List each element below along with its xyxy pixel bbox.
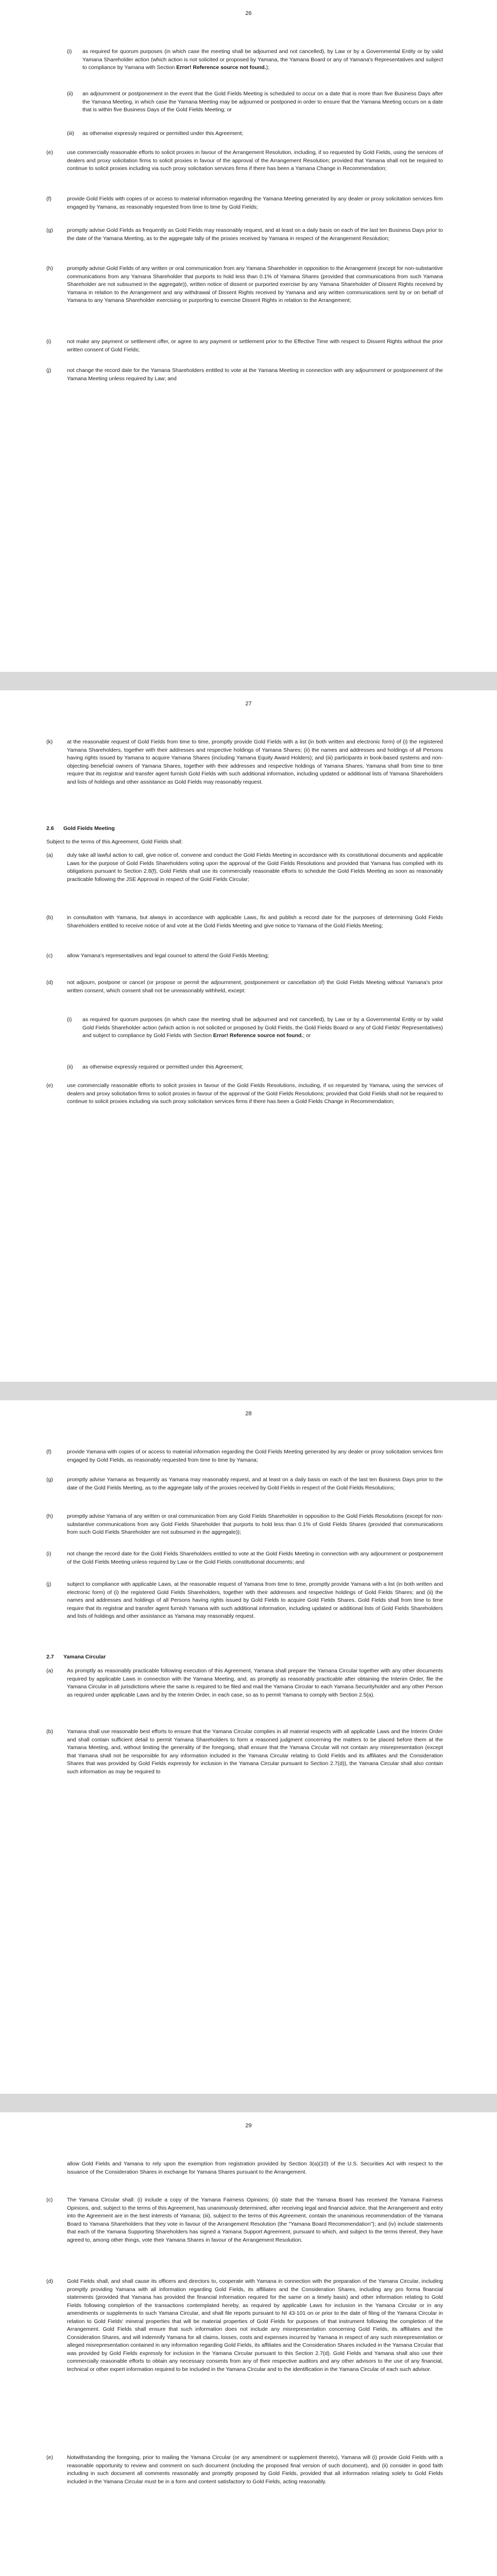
item-text: The Yamana Circular shall: (i) include a copy of the Yamana Fairness Opinions; (ii) state that the Yamana Board has received the Yamana Fairness Opinions, and, subject to the terms of this Agreement, has unanimously determined, after receiving legal and financial advice, that the Arrangement and entry into the Agreement are in the best interests of Yamana; (iii), subject to the terms of this Agreement, contain the unanimous recommendation of the Yamana Board to Yamana Shareholders that they vote in favour of the Arrangement Resolution (the "Yamana Board Recommendation"); and (iv) include statements that each of the Yamana Supporting Shareholders has signed a Yamana Support Agreement, pursuant to which, and subject to the terms thereof, they have agreed to, among other things, vote their Yamana Shares in favour of the Arrangement Resolution. <box>67 2197 443 2243</box>
item-text: duly take all lawful action to call, give notice of, convene and conduct the Gold Fields Meeting in accordance with its constitutional documents and applicable Laws for the purpose of Gold Fields Shareholders voting upon the approval of the Gold Fields Resolutions and provided that Yamana has complied with its obligations pursuant to Section 2.8(f), Gold Fields shall use its commercially reasonable efforts to schedule the Gold Fields Meeting as soon as reasonably practicable following the JSE Approval in respect of the Gold Fields Circular; <box>67 852 443 883</box>
item-text: provide Yamana with copies of or access to material information regarding the Gold Fields Meeting generated by any dealer or proxy solicitation services firm engaged by Gold Fields, as reasonably requested from time to time by Yamana; <box>67 1449 443 1463</box>
reference-error: Error! Reference source not found. <box>213 1032 303 1039</box>
page-number: 28 <box>245 1411 252 1417</box>
item-text: in consultation with Yamana, but always in accordance with applicable Laws, fix and publish a record date for the purposes of determining Gold Fields Shareholders entitled to receive notice of and vote at the Gold Fields Meeting and give notice to Yamana of the Gold Fields Meeting; <box>67 914 443 929</box>
item-text: use commercially reasonable efforts to solicit proxies in favour of the Arrangement Resolution, including, if so requested by Gold Fields, using the services of dealers and proxy solicitation firms to solicit proxies in favour of the approval of the Arrangement Resolution; provided that Yamana shall not be required to continue to solicit proxies including via such proxy solicitation services firms if there has been a Yamana Change in Recommendation; <box>67 149 443 172</box>
item-label: (c) <box>46 2197 53 2203</box>
sub-item-text: as otherwise expressly required or permitted under this Agreement; <box>82 130 244 137</box>
section-number: 2.7 <box>46 1654 54 1660</box>
page-number: 29 <box>245 2123 252 2129</box>
item-text: not change the record date for the Yamana Shareholders entitled to vote at the Yamana Meeting in connection with any adjournment or postponement of the Yamana Meeting unless required by Law; and <box>67 367 443 382</box>
item-label: (i) <box>46 338 52 345</box>
item-label: (a) <box>46 1668 53 1674</box>
item-label: (h) <box>46 1513 53 1519</box>
item-text: allow Gold Fields and Yamana to rely upon the exemption from registration provided by Section 3(a)(10) of the U.S. Securities Act with respect to the issuance of the Consideration Shares in exchange for Yamana Shares pursuant to the Arrangement. <box>67 2161 443 2175</box>
item-label: (f) <box>46 1449 52 1455</box>
item-label: (k) <box>46 739 53 745</box>
section-title: Gold Fields Meeting <box>63 825 115 832</box>
sub-item-text: as required for quorum purposes (in which case the meeting shall be adjourned and not cancelled), by Law or by a Governmental Entity or by valid Yamana Shareholder action (which action is not solicited or proposed by Yamana, the Yamana Board or any of Yamana's Representatives and subject to compliance by Yamana with Section Error! Reference source not found.); <box>82 48 443 71</box>
item-text: promptly advise Yamana as frequently as Yamana may reasonably request, and at least on a daily basis on each of the last ten Business Days prior to the date of the Gold Fields Meeting, as to the aggregate tally of the proxies received by Gold Fields in respect of the Gold Fields Resolutions; <box>67 1477 443 1491</box>
item-text: at the reasonable request of Gold Fields from time to time, promptly provide Gold Fields with a list (in both written and electronic form) of (i) the registered Yamana Shareholders, together with their addresses and respective holdings of Yamana Shares; (ii) the names and addresses and holdings of all Persons having rights issued by Yamana to acquire Yamana Shares (including Yamana Equity Award Holders); and (iii) participants in book-based systems and non-objecting beneficial owners of Yamana Shares, together with their addresses and respective holdings of Yamana Shares. Yamana shall from time to time require that its registrar and transfer agent furnish Gold Fields with such additional information, including updated or additional lists of Yamana Shareholders and lists of holdings and other assistance as Gold Fields may reasonably request. <box>67 739 443 785</box>
item-label: (i) <box>46 1551 52 1557</box>
section-intro: Subject to the terms of this Agreement, Gold Fields shall: <box>46 839 183 845</box>
item-label: (ii) <box>67 1064 73 1070</box>
item-label: (j) <box>46 367 52 374</box>
reference-error: Error! Reference source not found. <box>176 64 266 71</box>
item-label: (h) <box>46 265 53 272</box>
item-text: subject to compliance with applicable Laws, at the reasonable request of Yamana from time to time, promptly provide Yamana with a list (in both written and electronic form) of (i) the registered Gold Fields Shareholders, together with their addresses and respective holdings of Gold Fields Shares; and (ii) the names and addresses and holdings of all Persons having rights issued by Gold Fields to acquire Gold Fields Shares. Gold Fields shall from time to time require that its registrar and transfer agent furnish Yamana with such additional information, including updated or additional lists of Gold Fields Shareholders and lists of holdings and other assistance as Yamana may reasonably request. <box>67 1581 443 1619</box>
sub-item-text: as otherwise expressly required or permitted under this Agreement; <box>82 1064 244 1070</box>
page-26 <box>0 0 497 672</box>
item-text: promptly advise Gold Fields as frequently as Gold Fields may reasonably request, and at least on a daily basis on each of the last ten Business Days prior to the date of the Yamana Meeting, as to the aggregate tally of the proxies received by Yamana in respect of the Arrangement Resolution; <box>67 227 443 242</box>
section-heading <box>46 1654 106 1660</box>
page-separator <box>0 2094 497 2112</box>
item-text: use commercially reasonable efforts to solicit proxies in favour of the Gold Fields Resolutions, including, if so requested by Yamana, using the services of dealers and proxy solicitation firms to solicit proxies in favour of the approval of the Gold Fields Resolutions; provided that Gold Fields shall not be required to continue to solicit proxies including via such proxy solicitation services firms if there has been a Gold Fields Change in Recommendation; <box>67 1082 443 1105</box>
section-heading <box>46 825 115 832</box>
item-label: (g) <box>46 227 53 233</box>
item-text: promptly advise Yamana of any written or oral communication from any Gold Fields Shareholder in opposition to the Gold Fields Resolutions (except for non-substantive communications from any Gold Fields Shareholder that purports to hold less than 0.1% of Gold Fields Shares (provided that communications from such Gold Fields Shareholder are not subsumed in the aggregate)); <box>67 1513 443 1535</box>
item-text: not adjourn, postpone or cancel (or propose or permit the adjournment, postponement or cancellation of) the Gold Fields Meeting without Yamana's prior written consent, which consent shall not be unreasonably withheld, except: <box>67 979 443 994</box>
section-number: 2.6 <box>46 825 54 832</box>
item-label: (i) <box>67 48 72 55</box>
item-label: (iii) <box>67 130 74 137</box>
item-label: (ii) <box>67 91 73 97</box>
item-label: (d) <box>46 2278 53 2284</box>
item-label: (a) <box>46 852 53 858</box>
item-text: Yamana shall use reasonable best efforts to ensure that the Yamana Circular complies in all material respects with all applicable Laws and the Interim Order and shall contain sufficient detail to permit Yamana Shareholders to form a reasoned judgment concerning the matters to be placed before them at the Yamana Meeting, and, without limiting the generality of the foregoing, shall ensure that the Yamana Circular will not contain any misrepresentation (except that Yamana shall not be responsible for any information included in the Yamana Circular relating to Gold Fields and its affiliates and the Consideration Shares that was provided by Gold Fields expressly for inclusion in the Yamana Circular pursuant to Section 2.7(d)), the Yamana Circular shall also contain such information as may be required to <box>67 1728 443 1775</box>
item-label: (g) <box>46 1477 53 1483</box>
item-label: (e) <box>46 1082 53 1089</box>
item-text: promptly advise Gold Fields of any written or oral communication from any Yamana Shareholder in opposition to the Arrangement (except for non-substantive communications from any Yamana Shareholder that purports to hold less than 0.1% of Yamana Shares (provided that communications from such Yamana Shareholder are not subsumed in the aggregate)), written notice of dissent or purported exercise by any Yamana Shareholder of Dissent Rights received by Yamana in relation to the Arrangement and any withdrawal of Dissent Rights received by Yamana and any written communications sent by or on behalf of Yamana to any Yamana Shareholder exercising or purporting to exercise Dissent Rights in relation to the Arrangement; <box>67 265 443 303</box>
sub-item-text: an adjournment or postponement in the event that the Gold Fields Meeting is scheduled to occur on a date that is more than five Business Days after the Yamana Meeting, in which case the Yamana Meeting may be adjourned or postponed in order to ensure that the Yamana Meeting occurs on a date that is within five Business Days of the Gold Fields Meeting; or <box>82 91 443 113</box>
page-number: 26 <box>245 10 252 16</box>
item-label: (f) <box>46 196 52 202</box>
sub-item-text: as required for quorum purposes (in which case the meeting shall be adjourned and not cancelled), by Law or by a Governmental Entity or by valid Gold Fields Shareholder action (which action is not solicited or proposed by Gold Fields, the Gold Fields Board or any of Gold Fields' Representatives) and subject to compliance by Gold Fields with Section Error! Reference source not found.; or <box>82 1016 443 1039</box>
item-text: not make any payment or settlement offer, or agree to any payment or settlement prior to the Effective Time with respect to Dissent Rights without the prior written consent of Gold Fields; <box>67 338 443 353</box>
item-text: Gold Fields shall, and shall cause its officers and directors to, cooperate with Yamana in connection with the preparation of the Yamana Circular, including promptly providing Yamana with all information regarding Gold Fields, its affiliates and the Consideration Shares, including any pro forma financial statements (provided that Yamana has provided the financial information required for the same on a timely basis) and other information relating to Gold Fields following completion of the transactions contemplated hereby, as required by applicable Laws for inclusion in the Yamana Circular or in any amendments or supplements to such Yamana Circular, and shall file reports pursuant to NI 43-101 on or prior to the date of filing of the Yamana Circular in relation to Gold Fields' mineral properties that will be material properties of Gold Fields for purposes of that instrument following the completion of the Arrangement. Gold Fields shall ensure that such information does not include any misrepresentation concerning Gold Fields, its affiliates and the Consideration Shares, and will indemnify Yamana for all claims, losses, costs and expenses incurred by Yamana in respect of any such misrepresentation or alleged misrepresentation contained in any information regarding Gold Fields, its affiliates and the Consideration Shares included in the Yamana Circular that was provided by Gold Fields expressly for inclusion in the Yamana Circular pursuant to this Section 2.7(d). Gold Fields and Yamana shall also use their commercially reasonable efforts to obtain any necessary consents from any of their respective auditors and any other advisors to the use of any financial, technical or other expert information required to be included in the Yamana Circular and to the identification in the Yamana Circular of each such advisor. <box>67 2278 443 2372</box>
item-label: (b) <box>46 914 53 921</box>
page-29 <box>0 2112 497 2576</box>
section-title: Yamana Circular <box>63 1654 106 1660</box>
item-label: (j) <box>46 1581 52 1587</box>
item-text: As promptly as reasonably practicable following execution of this Agreement, Yamana shall prepare the Yamana Circular together with any other documents required by applicable Laws in connection with the Yamana Meeting, and, as promptly as reasonably practicable after obtaining the Interim Order, file the Yamana Circular in all jurisdictions where the same is required to be filed and mail the Yamana Circular to each Yamana Securityholder and any other Person as required under applicable Laws and by the Interim Order, in each case, so as to permit Yamana to comply with Section 2.5(a). <box>67 1668 443 1698</box>
item-text: provide Gold Fields with copies of or access to material information regarding the Yamana Meeting generated by any dealer or proxy solicitation services firm engaged by Yamana, as reasonably requested from time to time by Gold Fields; <box>67 196 443 210</box>
page-28 <box>0 1400 497 2094</box>
item-text: allow Yamana's representatives and legal counsel to attend the Gold Fields Meeting; <box>67 953 269 959</box>
page-number: 27 <box>245 701 252 707</box>
item-label: (e) <box>46 2454 53 2461</box>
item-label: (b) <box>46 1728 53 1735</box>
item-text: Notwithstanding the foregoing, prior to mailing the Yamana Circular (or any amendment or supplement thereto), Yamana will (i) provide Gold Fields with a reasonable opportunity to review and comment on such document (including the proposed final version of such document), and (ii) consider in good faith including in such document all comments reasonably and promptly proposed by Gold Fields, provided that all information relating solely to Gold Fields included in the Yamana Circular must be in a form and content satisfactory to Gold Fields, acting reasonably. <box>67 2454 443 2485</box>
item-label: (d) <box>46 979 53 986</box>
item-label: (i) <box>67 1016 72 1023</box>
page-separator <box>0 672 497 690</box>
item-label: (e) <box>46 149 53 156</box>
item-label: (c) <box>46 953 53 959</box>
page-separator <box>0 1382 497 1400</box>
item-text: not change the record date for the Gold Fields Shareholders entitled to vote at the Gold Fields Meeting in connection with any adjournment or postponement of the Gold Fields Meeting unless required by Law or the Gold Fields constitutional documents; and <box>67 1551 443 1565</box>
page-27 <box>0 690 497 1382</box>
